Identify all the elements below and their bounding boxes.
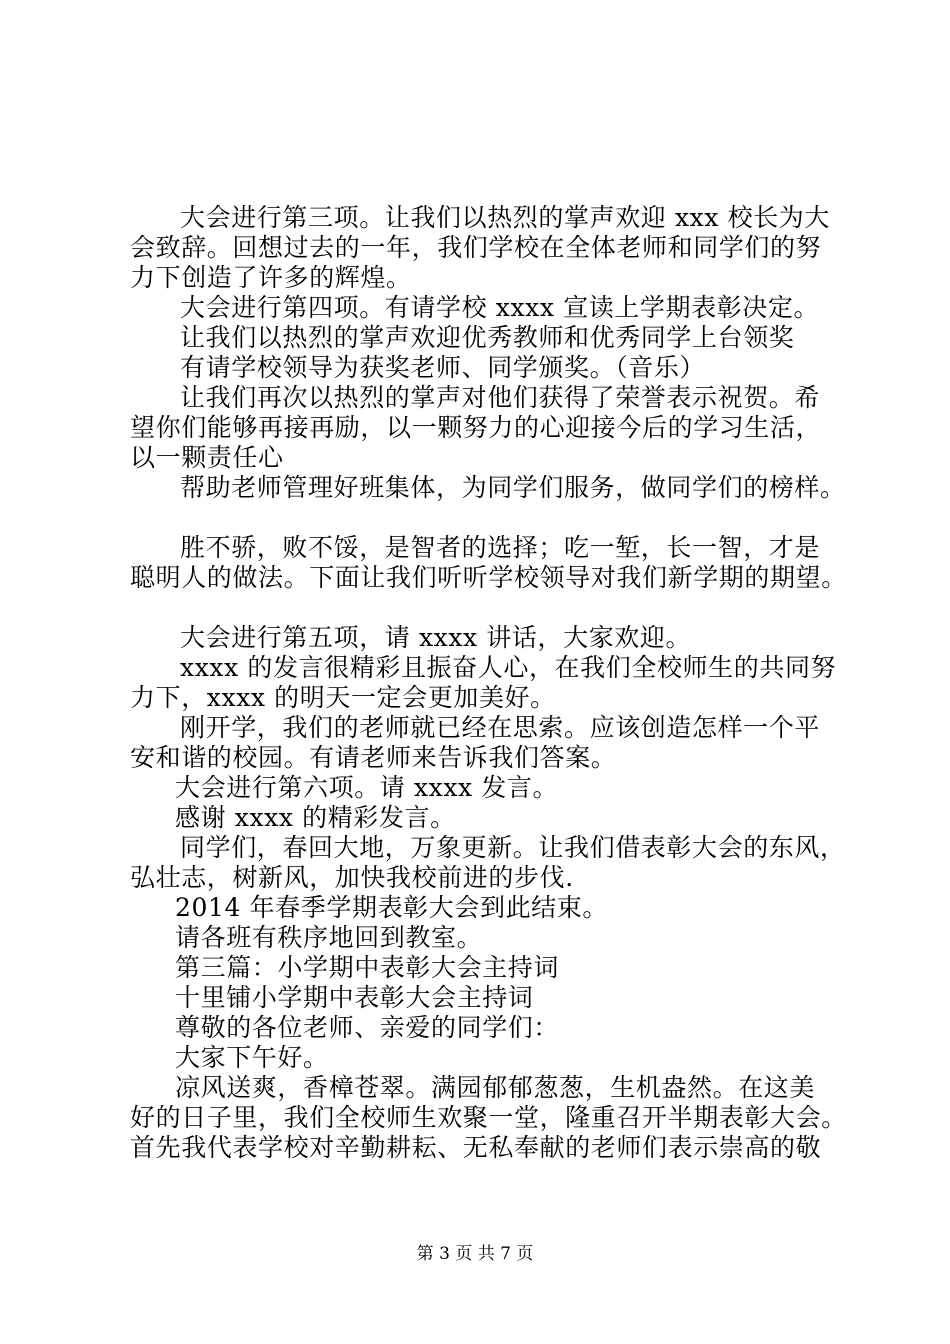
text-line: 让我们以热烈的掌声欢迎优秀教师和优秀同学上台领奖 bbox=[180, 323, 795, 352]
text-line: 望你们能够再接再励，以一颗努力的心迎接今后的学习生活， bbox=[130, 413, 822, 442]
text-line: 2014 年春季学期表彰大会到此结束。 bbox=[175, 893, 608, 922]
text-line: 请各班有秩序地回到教室。 bbox=[175, 923, 483, 952]
text-line: xxxx 的发言很精彩且振奋人心，在我们全校师生的共同努 bbox=[180, 653, 837, 682]
text-line: 力下，xxxx 的明天一定会更加美好。 bbox=[130, 683, 556, 712]
text-line: 首先我代表学校对辛勤耕耘、无私奉献的老师们表示崇高的敬 bbox=[130, 1133, 822, 1162]
text-line: 刚开学，我们的老师就已经在思索。应该创造怎样一个平 bbox=[180, 713, 821, 742]
blank-line bbox=[130, 593, 850, 623]
text-line: 以一颗责任心 bbox=[130, 443, 284, 472]
text-line: 大会进行第六项。请 xxxx 发言。 bbox=[175, 773, 559, 802]
text-line: 力下创造了许多的辉煌。 bbox=[130, 263, 412, 292]
text-line: 胜不骄，败不馁，是智者的选择；吃一堑，长一智，才是 bbox=[180, 533, 821, 562]
text-line: 尊敬的各位老师、亲爱的同学们： bbox=[175, 1013, 560, 1042]
text-line: 好的日子里，我们全校师生欢聚一堂，隆重召开半期表彰大会。 bbox=[130, 1103, 847, 1132]
page-number: 第 3 页 共 7 页 bbox=[416, 1244, 534, 1264]
text-line: 有请学校领导为获奖老师、同学颁奖。（音乐） bbox=[180, 353, 706, 382]
text-line: 同学们，春回大地，万象更新。让我们借表彰大会的东风， bbox=[180, 833, 846, 862]
document-body bbox=[130, 203, 850, 1163]
text-line: 弘壮志，树新风，加快我校前进的步伐. bbox=[130, 863, 574, 892]
text-line: 大会进行第三项。让我们以热烈的掌声欢迎 xxx 校长为大 bbox=[180, 203, 830, 232]
text-line: 大会进行第五项，请 xxxx 讲话，大家欢迎。 bbox=[180, 623, 692, 652]
text-line: 十里铺小学期中表彰大会主持词 bbox=[175, 983, 534, 1012]
text-line: 安和谐的校园。有请老师来告诉我们答案。 bbox=[130, 743, 617, 772]
text-line: 大会进行第四项。有请学校 xxxx 宣读上学期表彰决定。 bbox=[180, 293, 820, 322]
text-line: 会致辞。回想过去的一年，我们学校在全体老师和同学们的努 bbox=[130, 233, 822, 262]
text-line: 感谢 xxxx 的精彩发言。 bbox=[175, 803, 456, 832]
text-line: 第三篇：小学期中表彰大会主持词 bbox=[175, 953, 560, 982]
text-line: 让我们再次以热烈的掌声对他们获得了荣誉表示祝贺。希 bbox=[180, 383, 821, 412]
page-footer bbox=[0, 1244, 950, 1264]
text-line: 凉风送爽，香樟苍翠。满园郁郁葱葱，生机盎然。在这美 bbox=[175, 1073, 816, 1102]
blank-line bbox=[130, 503, 850, 533]
text-line: 聪明人的做法。下面让我们听听学校领导对我们新学期的期望。 bbox=[130, 563, 847, 592]
text-line: 帮助老师管理好班集体，为同学们服务，做同学们的榜样。 bbox=[180, 473, 846, 502]
text-line: 大家下午好。 bbox=[175, 1043, 329, 1072]
